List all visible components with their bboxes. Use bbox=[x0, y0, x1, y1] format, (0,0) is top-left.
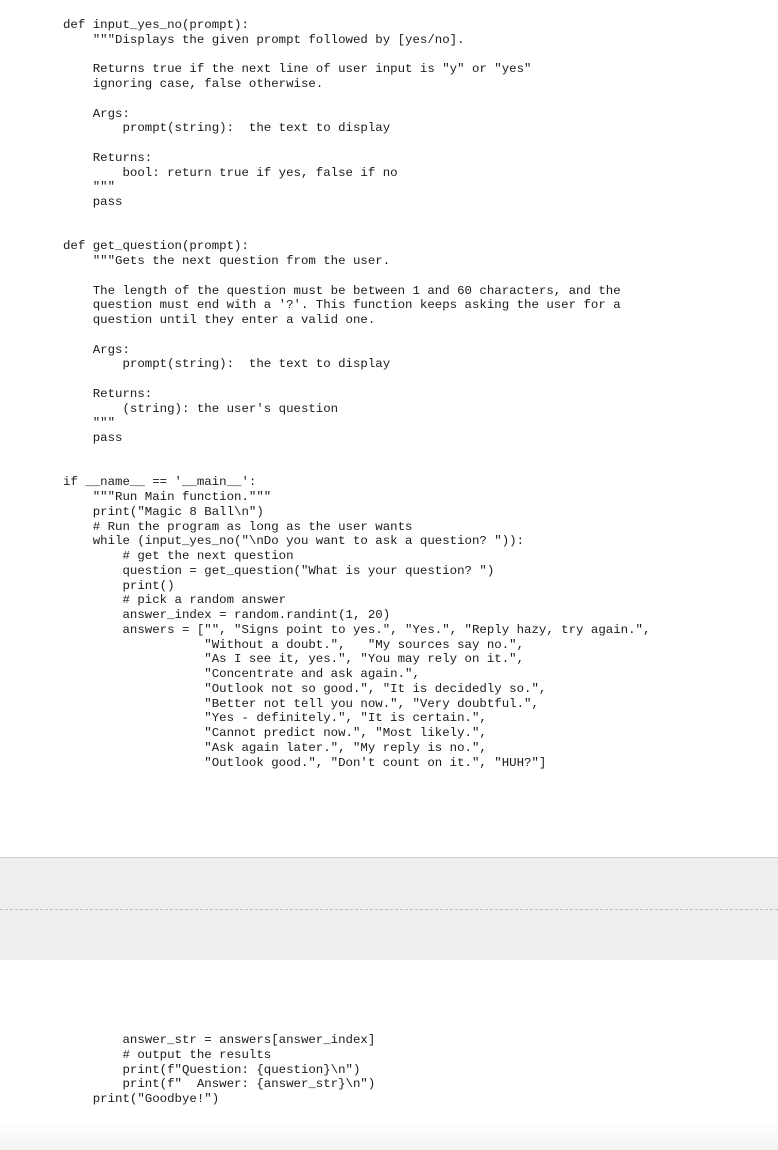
code-line: answer_index = random.randint(1, 20) bbox=[63, 608, 391, 622]
code-line: # output the results bbox=[63, 1047, 272, 1062]
page-break-lower bbox=[0, 909, 778, 961]
code-line: # get the next question bbox=[63, 549, 294, 563]
code-line: print() bbox=[63, 578, 175, 593]
code-line: print("Goodbye!") bbox=[63, 1092, 220, 1106]
code-line: pass bbox=[63, 195, 123, 209]
code-line: The length of the question must be between 1 and 60 characters, and the bbox=[63, 283, 621, 298]
code-line: Returns: bbox=[63, 150, 153, 165]
code-line: def input_yes_no(prompt): bbox=[63, 18, 249, 32]
code-line: """Gets the next question from the user. bbox=[63, 254, 391, 268]
code-line: "As I see it, yes.", "You may rely on it.", bbox=[63, 652, 525, 667]
code-line: "Outlook good.", "Don't count on it.", "HUH?"] bbox=[63, 755, 547, 770]
code-line: pass bbox=[63, 431, 123, 445]
code-line: Args: bbox=[63, 106, 130, 121]
code-line: ignoring case, false otherwise. bbox=[63, 77, 324, 91]
code-line: prompt(string): the text to display bbox=[63, 121, 391, 136]
code-line: "Better not tell you now.", "Very doubtful.", bbox=[63, 696, 539, 711]
page-break-upper bbox=[0, 857, 778, 910]
code-line: answers = ["", "Signs point to yes.", "Yes.", "Reply hazy, try again.", bbox=[63, 622, 651, 637]
code-line: # Run the program as long as the user wants bbox=[63, 519, 413, 534]
code-line: while (input_yes_no("\nDo you want to ask a question? ")): bbox=[63, 534, 525, 549]
code-line: print(f"Question: {question}\n") bbox=[63, 1062, 361, 1077]
code-line: prompt(string): the text to display bbox=[63, 357, 391, 372]
code-line: bool: return true if yes, false if no bbox=[63, 165, 398, 180]
code-line: "Ask again later.", "My reply is no.", bbox=[63, 740, 487, 755]
code-line: """ bbox=[63, 180, 116, 195]
code-line: "Outlook not so good.", "It is decidedly so.", bbox=[63, 681, 547, 696]
code-line: print(f" Answer: {answer_str}\n") bbox=[63, 1077, 376, 1092]
code-line: "Yes - definitely.", "It is certain.", bbox=[63, 711, 487, 726]
code-line: "Without a doubt.", "My sources say no.", bbox=[63, 637, 525, 652]
code-line: # pick a random answer bbox=[63, 593, 287, 608]
code-line: Returns true if the next line of user input is "y" or "yes" bbox=[63, 62, 532, 77]
code-line: """Displays the given prompt followed by [yes/no]. bbox=[63, 32, 465, 47]
code-line: if __name__ == '__main__': bbox=[63, 475, 257, 490]
code-line: question must end with a '?'. This function keeps asking the user for a bbox=[63, 298, 621, 313]
code-line: Returns: bbox=[63, 386, 153, 401]
code-line: answer_str = answers[answer_index] bbox=[63, 1033, 376, 1047]
code-line: """Run Main function.""" bbox=[63, 490, 272, 504]
code-line: print("Magic 8 Ball\n") bbox=[63, 504, 264, 519]
code-line: """ bbox=[63, 416, 116, 431]
code-line: (string): the user's question bbox=[63, 401, 339, 416]
code-line: "Concentrate and ask again.", bbox=[63, 667, 420, 681]
code-page-bottom bbox=[0, 960, 778, 1150]
code-line: question = get_question("What is your question? ") bbox=[63, 563, 495, 578]
code-line: "Cannot predict now.", "Most likely.", bbox=[63, 726, 487, 740]
code-line: question until they enter a valid one. bbox=[63, 313, 376, 327]
code-line: def get_question(prompt): bbox=[63, 239, 249, 254]
code-line: Args: bbox=[63, 342, 130, 357]
